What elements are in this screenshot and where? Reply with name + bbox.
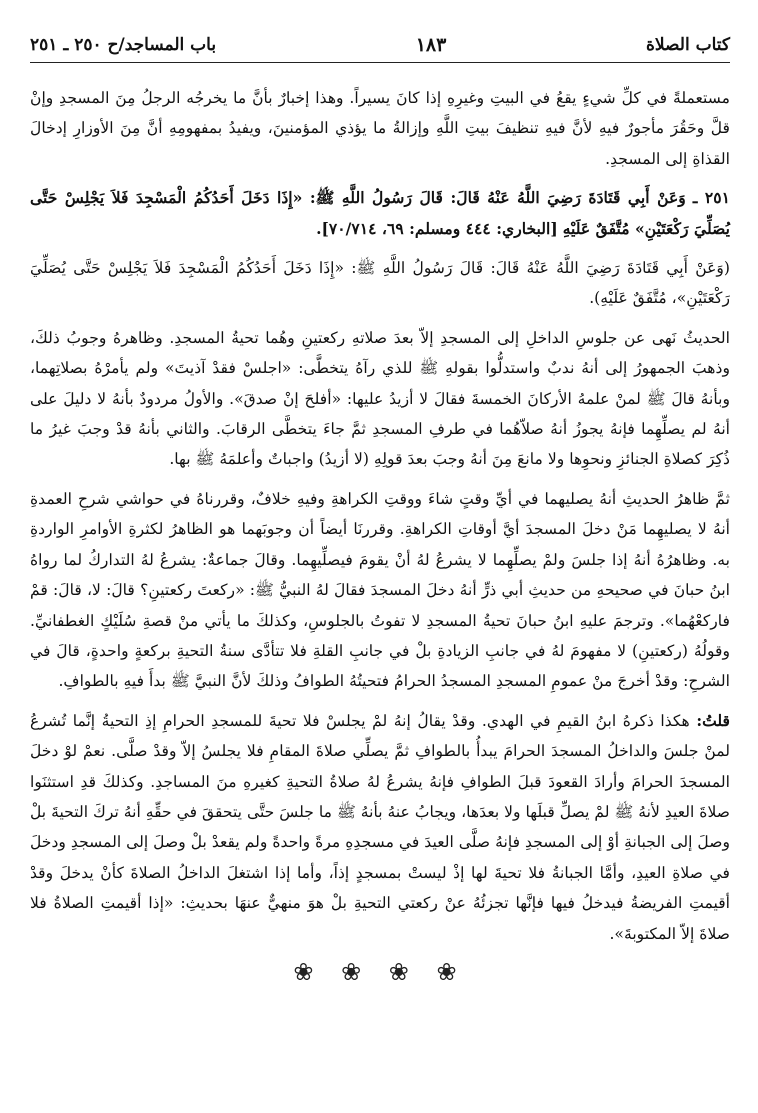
hadith-251-repeat: (وَعَنْ أَبِي قَتَادَةَ رَضِيَ اللَّهُ عَنْهُ قَالَ: قَالَ رَسُولُ اللَّهِ ﷺ: «إِذَا دَخَلَ أَحَدُكُمُ الْمَسْجِدَ فَلاَ يَجْلِسْ حَتَّى يُصَلِّيَ رَكْعَتَيْنِ»، مُتَّفَقٌ عَلَيْهِ). [30, 259, 730, 308]
ornament-divider: ❀ ❀ ❀ ❀ [293, 957, 467, 986]
paragraph-commentary-1: الحديثُ نَهى عن جلوسِ الداخلِ إلى المسجدِ إلاّ بعدَ صلاتهِ ركعتينِ وهُما تحيةُ المسجدِ. وظاهرهُ وجوبُ ذلكَ، وذهبَ الجمهورُ إلى أنهُ ندبٌ واستدلُّوا بقولهِ ﷺ للذي رآهُ يتخطَّى: «اجلسْ فقدْ آذيتَ» ولم يأمرْهُ بصلاتِهما، وبأنهُ قالَ ﷺ لمنْ علمهُ الأركانَ الخمسةَ فقالَ لا أزيدُ عليها: «أفلحَ إنْ صدقَ». والأولُ مردودٌ بأنهُ لا دليلَ على أنهُ لم يصلِّهِما فإنهُ يجوزُ أنهُ صلاّهُما في طرفِ المسجدِ ثمَّ جاءَ يتخطَّى الرقابَ. والثاني بأنهُ قدْ وجبَ غيرُ ما ذُكِرَ كصلاةِ الجنائزِ ونحوِها ولا مانعَ مِنَ أنهُ وجبَ بعدَ قولِهِ (لا أزيدُ) واجباتٌ وأعلمَهُ ﷺ بها. [30, 328, 730, 469]
page-content [30, 83, 730, 987]
paragraph-commentary-3-text: هكذا ذكرهُ ابنُ القيمِ في الهدي. وقدْ يقالُ إنهُ لمْ يجلسْ فلا تحيةَ للمسجدِ الحرامِ إذِ التحيةُ إنَّما تُشرعُ لمنْ جلسَ والداخلُ المسجدَ الحرامَ يبدأُ بالطوافِ ثمَّ يصلِّي صلاةَ المقامِ فلا يجلسُ إلاّ وقدْ صلَّى. نعمْ لوْ دخلَ المسجدَ الحرامَ وأرادَ القعودَ قبلَ الطوافِ فإنهُ يشرعُ لهُ صلاةُ التحيةِ كغيرهِ منَ المساجدِ. وكذلكَ قدِ استثنَوا صلاةَ العيدِ لأنهُ ﷺ لمْ يصلِّ قبلَها ولا بعدَها، ويجابُ عنهُ بأنهُ ﷺ ما جلسَ حتَّى يتحققَ في حقِّهِ أنهُ تركَ التحيةَ بلْ وصلَ إلى الجبانةِ أوْ إلى المسجدِ فإنهُ صلَّى العيدَ في مسجدِهِ مرةً واحدةً ولم يقعدْ بلْ وصلَ إلى المسجدِ ودخلَ في صلاةِ العيدِ، وأمَّا الجبانةُ فلا تحيةَ لها إذْ ليستْ بمسجدٍ إذاً، وأما إذا اشتغلَ الداخلُ الصلاةَ كأنْ يدخلَ وقدْ أقيمتِ الفريضةُ فيدخلُ فيها فإنَّها تجزئُهُ عنْ ركعتي التحيةِ بلْ هوَ منهيٌّ عنهَا بحديثِ: «إذا أقيمتِ الصلاةُ فلا صلاةَ إلاّ المكتوبةَ». [30, 711, 730, 943]
book-title: كتاب الصلاة [645, 35, 730, 55]
book-page [30, 28, 730, 1088]
hadith-text: وَعَنْ أَبِي قَتَادَةَ رَضِيَ اللَّهُ عَنْهُ قَالَ: قَالَ رَسُولُ اللَّهِ ﷺ: «إِذَا دَخَلَ أَحَدُكُمُ الْمَسْجِدَ فَلاَ يَجْلِسْ حَتَّى يُصَلِّيَ رَكْعَتَيْنِ» مُتَّفَقٌ عَلَيْهِ [30, 188, 730, 238]
hadith-251 [30, 183, 730, 244]
page-number: ١٨٣ [415, 34, 447, 56]
hadith-number: ٢٥١ ـ [692, 188, 730, 208]
page-header [30, 28, 730, 63]
chapter-reference: باب المساجد/ح ٢٥٠ ـ ٢٥١ [30, 35, 217, 55]
qultu-label: قلتُ: [696, 710, 730, 730]
paragraph-intro: مستعملةً في كلِّ شيءٍ يقعُ في البيتِ وغيرِهِ إذا كانَ يسيراً. وهذا إخبارٌ بأنَّ ما يخرجُه الرجلُ مِنَ المسجدِ وإنْ قلَّ وحَقُرَ مأجورٌ فيهِ لأنَّ فيهِ تنظيفَ بيتِ اللَّهِ وإزالةُ ما يؤذي المؤمنينَ، ويفيدُ بمفهومِهِ أنَّ مِنَ الأوزارِ إدخالَ القذاةِ إلى المسجدِ. [30, 89, 730, 168]
paragraph-commentary-2: ثمَّ ظاهرُ الحديثِ أنهُ يصليهما في أيِّ وقتٍ شاءَ ووقتِ الكراهةِ وفيهِ خلافٌ، وقررناهُ في حواشي شرحِ العمدةِ أنهُ لا يصليهِما مَنْ دخلَ المسجدَ أيَّ أوقاتِ الكراهةِ. وقررنَا أيضاً أن وجوبَهما هو الظاهرُ لكثرةِ الأوامرِ الواردةِ به. وظاهرُهُ أنهُ إذا جلسَ ولمْ يصلِّهِما لا يشرعُ لهُ أنْ يقومَ فيصلِّيهِما. وقالَ جماعةٌ: يشرعُ لهُ التداركُ لما رواهُ ابنُ حبانَ في صحيحهِ من حديثِ أبي ذرٍّ أنهُ دخلَ المسجدَ فقالَ لهُ النبيُّ ﷺ: «ركعتَ ركعتينِ؟ قالَ: لا، قالَ: قمْ فاركعْهُما». وترجمَ عليهِ ابنُ حبانَ تحيةُ المسجدِ لا تفوتُ بالجلوسِ، وكذلكَ ما يأتي منْ قصةِ سُلَيْكٍ الغطفانيِّ. وقولُهُ (ركعتينِ) لا مفهومَ لهُ في جانبِ الزيادةِ بلْ في جانبِ القلةِ فلا تتأدَّى سنةُ التحيةِ بركعةٍ واحدةٍ، قالَ في الشرحِ: وقدْ أخرجَ منْ عمومِ المسجدِ المسجدُ الحرامُ فتحيتُهُ الطوافُ وذلكَ لأنَّ النبيَّ ﷺ بدأَ فيهِ بالطوافِ. [30, 489, 730, 691]
hadith-reference: [البخاري: ٤٤٤ ومسلم: ٦٩، ٧٠/٧١٤]. [316, 218, 558, 238]
paragraph-commentary-3 [30, 706, 730, 949]
